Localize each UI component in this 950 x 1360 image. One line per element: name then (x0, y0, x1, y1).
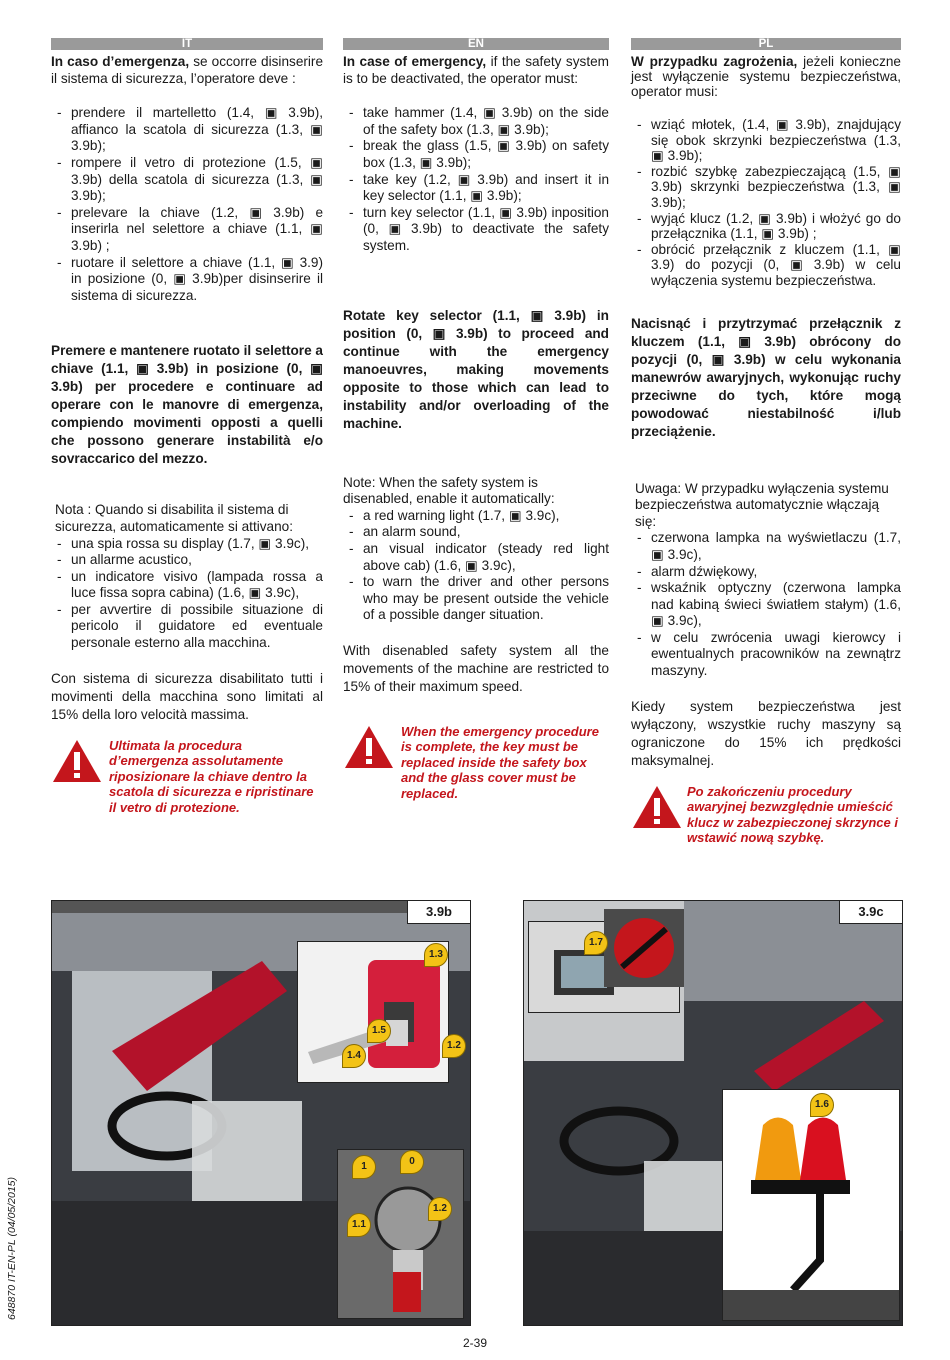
column-it (51, 38, 323, 815)
note-head-en: Note: When the safety system is disenabled, enable it automatically: (343, 474, 555, 507)
rotate-en: Rotate key selector (1.1, ▣ 3.9b) in position (0, ▣ 3.9b) to proceed and continue with the emergency manoeuvres, making movements opposite to those which can lead to instability and/or overloading of the machine. (343, 307, 609, 431)
column-en (343, 38, 609, 801)
list-item: - an visual indicator (steady red light above cab) (1.6, ▣ 3.9c), (343, 541, 609, 574)
list-item: - ruotare il selettore a chiave (1.1, ▣ 3.9) in posizione (0, ▣ 3.9b)per disinserire il sistema di sicurezza. (51, 255, 323, 305)
intro-bold-en: In case of emergency, (343, 54, 487, 69)
column-pl (631, 38, 901, 846)
figure-label-3-9c: 3.9c (839, 901, 902, 924)
warning-triangle-icon (51, 738, 103, 784)
document-code: 648870 IT-EN-PL (04/05/2015) (6, 1176, 18, 1320)
list-item: - take key (1.2, ▣ 3.9b) and insert it in key selector (1.1, ▣ 3.9b); (343, 172, 609, 205)
marker-0: 0 (400, 1150, 424, 1174)
note-items-pl (631, 530, 901, 679)
steps-en (343, 105, 609, 254)
list-item: - to warn the driver and other persons who may be present outside the vehicle of a possible danger situation. (343, 574, 609, 624)
figure-3-9c (523, 900, 903, 1326)
beacon-lights-photo (723, 1090, 899, 1320)
marker-1-3: 1.3 (424, 943, 448, 967)
intro-bold-it: In caso d’emergenza, (51, 54, 190, 69)
list-item: - take hammer (1.4, ▣ 3.9b) on the side of the safety box (1.3, ▣ 3.9b); (343, 105, 609, 138)
inset-beacon-lights (722, 1089, 900, 1321)
intro-rest-it: se occorre disinserire il sistema di sicurezza, l’operatore deve : (51, 54, 324, 86)
intro-rest-en: if the safety system is to be deactivated, the operator must: (343, 54, 609, 86)
note-head-pl: Uwaga: W przypadku wyłączenia systemu bezpieczeństwa automatycznie włączają się: (635, 480, 889, 529)
warning-triangle-icon (631, 784, 683, 830)
page-number: 2-39 (462, 1336, 488, 1350)
marker-1-6: 1.6 (810, 1093, 834, 1117)
list-item: - czerwona lampka na wyświetlaczu (1.7, ▣ 3.9c), (631, 530, 901, 563)
list-item: - break the glass (1.5, ▣ 3.9b) on safety box (1.3, ▣ 3.9b); (343, 138, 609, 171)
list-item: - un allarme acustico, (51, 552, 323, 569)
intro-pl (631, 54, 901, 99)
warning-text-pl: Po zakończeniu procedury awaryjnej bezwzględnie umieścić klucz w zabezpieczonej skrzynce i wstawić nową szybkę. (687, 783, 898, 846)
intro-bold-pl: W przypadku zagrożenia, (631, 54, 798, 69)
list-item: - wziąć młotek, (1.4, ▣ 3.9b), znajdujący się obok skrzynki bezpieczeństwa (1.3, ▣ 3.9b); (631, 117, 901, 164)
marker-1-7: 1.7 (584, 931, 608, 955)
limit-it: Con sistema di sicurezza disabilitato tutti i movimenti della macchina sono limitati al 15% della loro velocità massima. (51, 670, 323, 722)
intro-it (51, 54, 323, 87)
note-head-it: Nota : Quando si disabilita il sistema di sicurezza, automaticamente si attivano: (55, 502, 294, 534)
list-item: - w celu zwrócenia uwagi kierowcy i ewentualnych pracowników na zewnątrz maszyny. (631, 630, 901, 680)
limit-en: With disenabled safety system all the movements of the machine are restricted to 15% of their maximum speed. (343, 642, 609, 694)
rotate-pl: Nacisnąć i przytrzymać przełącznik z kluczem (1.1, ▣ 3.9b) obrócony do pozycji (0, ▣ 3.9b) w celu wykonania manewrów awaryjnych, wykonując ruchy przeciwne do tych, które mogą powodować niestabilność i/lub przeciążenie. (631, 315, 901, 439)
lang-header-it: IT (51, 38, 323, 50)
warning-text-en: When the emergency procedure is complete, the key must be replaced inside the safety box and the glass cover must be replaced. (401, 723, 599, 801)
list-item: - an alarm sound, (343, 524, 609, 541)
list-item: - turn key selector (1.1, ▣ 3.9b) inposition (0, ▣ 3.9b) to deactivate the safety system. (343, 205, 609, 255)
note-items-it (51, 536, 323, 652)
marker-1: 1 (352, 1155, 376, 1179)
inset-warning-display (604, 909, 684, 987)
figure-3-9b (51, 900, 471, 1326)
list-item: - alarm dźwiękowy, (631, 564, 901, 581)
list-item: - wskaźnik optyczny (czerwona lampka nad kabiną świeci światłem stałym) (1.6, ▣ 3.9c), (631, 580, 901, 630)
warning-text-it: Ultimata la procedura d’emergenza assolutamente riposizionare la chiave dentro la scatola di sicurezza e ripristinare il vetro di protezione. (109, 737, 314, 815)
intro-en (343, 54, 609, 87)
warning-en (343, 724, 609, 802)
marker-1-4: 1.4 (342, 1044, 366, 1068)
warning-triangle-icon (343, 724, 395, 770)
marker-1-2-key: 1.2 (428, 1197, 452, 1221)
intro-rest-pl: jeżeli konieczne jest wyłączenie systemu bezpieczeństwa, operator musi: (631, 54, 901, 99)
list-item: - prendere il martelletto (1.4, ▣ 3.9b), affianco la scatola di sicurezza (1.3, ▣ 3.9b); (51, 105, 323, 155)
list-item: - prelevare la chiave (1.2, ▣ 3.9b) e inserirla nel selettore a chiave (1.1, ▣ 3.9b) ; (51, 205, 323, 255)
rotate-it: Premere e mantenere ruotato il selettore a chiave (1.1, ▣ 3.9b) in posizione (0, ▣ 3.9b) per procedere e continuare ad operare con le manovre di emergenza, compiendo movimenti opposti a quelli che possono generare instabilità e/o sovraccarico del mezzo. (51, 343, 323, 467)
list-item: - rozbić szybkę zabezpieczającą (1.5, ▣ 3.9b) skrzynki bezpieczeństwa (1.3, ▣ 3.9b); (631, 164, 901, 211)
limit-pl: Kiedy system bezpieczeństwa jest wyłączony, wszystkie ruchy maszyny są ograniczone do 15% ich prędkości maksymalnej. (631, 698, 901, 768)
list-item: - per avvertire di possibile situazione di pericolo il guidatore ed eventuale personale esterno alla macchina. (51, 602, 323, 652)
list-item: - un indicatore visivo (lampada rossa a luce fissa sopra cabina) (1.6, ▣ 3.9c), (51, 569, 323, 602)
lang-header-pl: PL (631, 38, 901, 50)
list-item: - a red warning light (1.7, ▣ 3.9c), (343, 508, 609, 525)
marker-1-5: 1.5 (367, 1019, 391, 1043)
list-item: - wyjąć klucz (1.2, ▣ 3.9b) i włożyć go do przełącznika (1.1, ▣ 3.9b) ; (631, 211, 901, 242)
warning-pl (631, 784, 901, 846)
marker-1-1: 1.1 (347, 1213, 371, 1237)
figure-label-3-9b: 3.9b (407, 901, 470, 924)
list-item: - obrócić przełącznik z kluczem (1.1, ▣ 3.9) do pozycji (0, ▣ 3.9b) w celu wyłączenia systemu bezpieczeństwa. (631, 242, 901, 289)
steps-it (51, 105, 323, 304)
display-warning-icon (604, 909, 684, 987)
note-items-en (343, 508, 609, 624)
lang-header-en: EN (343, 38, 609, 50)
steps-pl (631, 117, 901, 289)
warning-it (51, 738, 323, 816)
marker-1-2: 1.2 (442, 1034, 466, 1058)
list-item: - una spia rossa su display (1.7, ▣ 3.9c), (51, 536, 323, 553)
list-item: - rompere il vetro di protezione (1.5, ▣ 3.9b) della scatola di sicurezza (1.3, ▣ 3.9b); (51, 155, 323, 205)
